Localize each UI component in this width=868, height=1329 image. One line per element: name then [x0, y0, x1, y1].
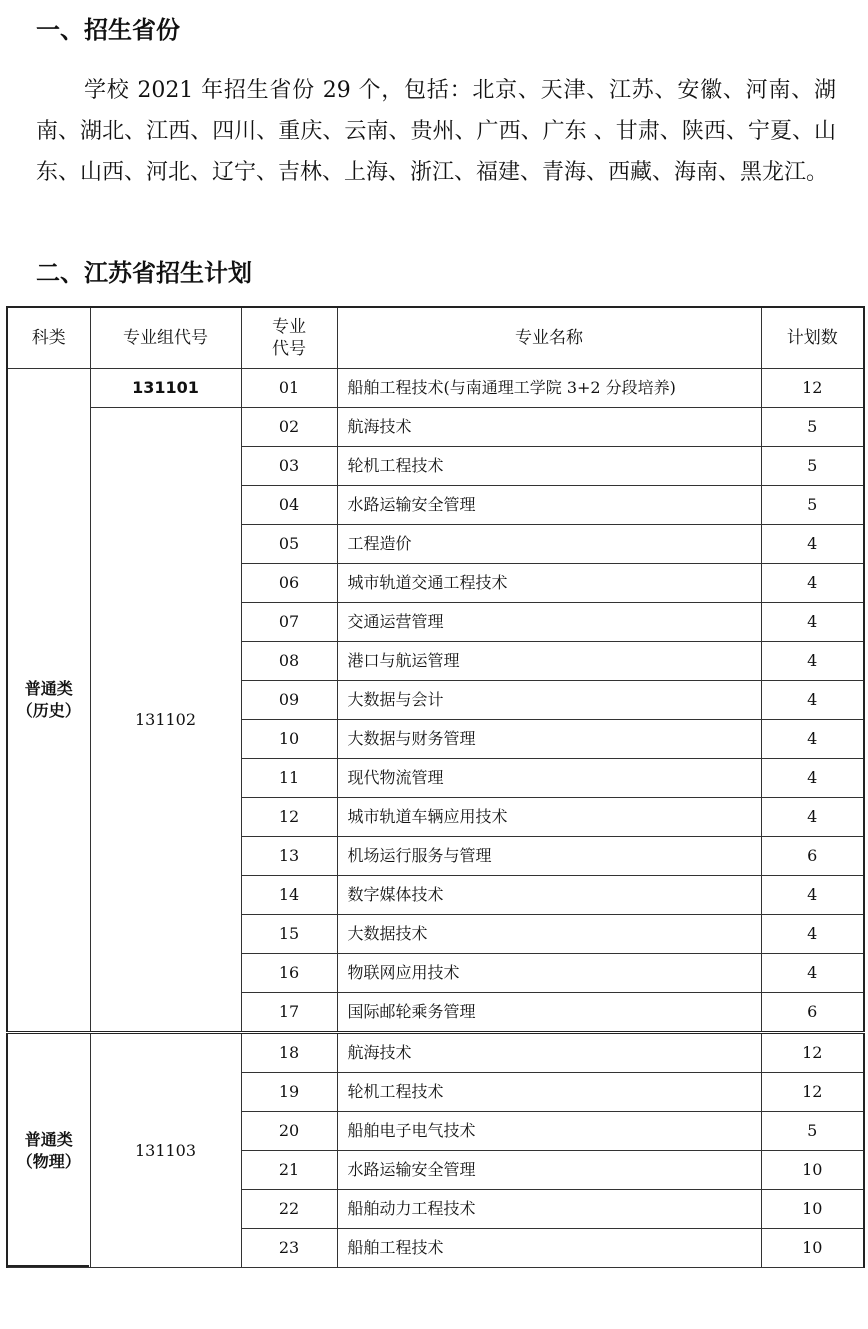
- plan-count-cell: 4: [761, 759, 864, 798]
- plan-count-cell: 10: [761, 1151, 864, 1190]
- plan-count-cell: 5: [761, 447, 864, 486]
- major-name-cell: 轮机工程技术: [337, 447, 761, 486]
- major-name-cell: 国际邮轮乘务管理: [337, 993, 761, 1033]
- major-code-cell: 09: [241, 681, 337, 720]
- major-name-cell: 大数据与财务管理: [337, 720, 761, 759]
- major-code-cell: 08: [241, 642, 337, 681]
- major-code-cell: 14: [241, 876, 337, 915]
- major-name-cell: 港口与航运管理: [337, 642, 761, 681]
- plan-count-cell: 4: [761, 876, 864, 915]
- group-code-cell: 131103: [90, 1033, 241, 1268]
- plan-count-cell: 4: [761, 564, 864, 603]
- major-name-cell: 城市轨道车辆应用技术: [337, 798, 761, 837]
- major-name-cell: 大数据技术: [337, 915, 761, 954]
- major-code-cell: 11: [241, 759, 337, 798]
- major-code-cell: 10: [241, 720, 337, 759]
- plan-count-cell: 12: [761, 1033, 864, 1073]
- header-group-code: 专业组代号: [90, 307, 241, 369]
- major-code-cell: 04: [241, 486, 337, 525]
- category-cell: 普通类（物理）: [7, 1033, 90, 1268]
- plan-count-cell: 10: [761, 1229, 864, 1268]
- major-code-cell: 02: [241, 408, 337, 447]
- plan-count-cell: 12: [761, 369, 864, 408]
- major-name-cell: 航海技术: [337, 1033, 761, 1073]
- plan-count-cell: 6: [761, 837, 864, 876]
- table-bottom-mark: [6, 1265, 89, 1267]
- major-name-cell: 机场运行服务与管理: [337, 837, 761, 876]
- table-header-row: [7, 307, 864, 369]
- plan-count-cell: 5: [761, 486, 864, 525]
- plan-count-cell: 4: [761, 681, 864, 720]
- major-name-cell: 水路运输安全管理: [337, 486, 761, 525]
- major-code-cell: 21: [241, 1151, 337, 1190]
- major-name-cell: 船舶电子电气技术: [337, 1112, 761, 1151]
- major-code-cell: 07: [241, 603, 337, 642]
- category-cell: 普通类（历史）: [7, 369, 90, 1033]
- plan-count-cell: 4: [761, 798, 864, 837]
- major-name-cell: 船舶动力工程技术: [337, 1190, 761, 1229]
- plan-count-cell: 4: [761, 642, 864, 681]
- major-name-cell: 水路运输安全管理: [337, 1151, 761, 1190]
- plan-count-cell: 10: [761, 1190, 864, 1229]
- plan-count-cell: 5: [761, 1112, 864, 1151]
- major-code-cell: 03: [241, 447, 337, 486]
- header-major-name: 专业名称: [337, 307, 761, 369]
- major-name-cell: 物联网应用技术: [337, 954, 761, 993]
- plan-count-cell: 4: [761, 525, 864, 564]
- major-code-cell: 18: [241, 1033, 337, 1073]
- group-code-cell: 131102: [90, 408, 241, 1033]
- major-name-cell: 交通运营管理: [337, 603, 761, 642]
- major-name-cell: 船舶工程技术(与南通理工学院 3+2 分段培养): [337, 369, 761, 408]
- plan-count-cell: 4: [761, 915, 864, 954]
- major-code-cell: 22: [241, 1190, 337, 1229]
- table-row: [7, 408, 864, 447]
- plan-count-cell: 5: [761, 408, 864, 447]
- major-name-cell: 船舶工程技术: [337, 1229, 761, 1268]
- major-code-cell: 20: [241, 1112, 337, 1151]
- major-name-cell: 数字媒体技术: [337, 876, 761, 915]
- section-heading-jiangsu-plan: 二、江苏省招生计划: [36, 259, 252, 287]
- plan-count-cell: 6: [761, 993, 864, 1033]
- plan-count-cell: 4: [761, 720, 864, 759]
- header-category: 科类: [7, 307, 90, 369]
- major-code-cell: 06: [241, 564, 337, 603]
- section-heading-provinces: 一、招生省份: [36, 16, 180, 44]
- major-name-cell: 轮机工程技术: [337, 1073, 761, 1112]
- major-code-cell: 13: [241, 837, 337, 876]
- group-code-cell: 131101: [90, 369, 241, 408]
- table-row: [7, 369, 864, 408]
- major-code-cell: 17: [241, 993, 337, 1033]
- major-code-cell: 05: [241, 525, 337, 564]
- major-name-cell: 城市轨道交通工程技术: [337, 564, 761, 603]
- major-name-cell: 现代物流管理: [337, 759, 761, 798]
- major-code-cell: 23: [241, 1229, 337, 1268]
- table-row: [7, 1033, 864, 1073]
- major-name-cell: 工程造价: [337, 525, 761, 564]
- major-code-cell: 16: [241, 954, 337, 993]
- plan-count-cell: 12: [761, 1073, 864, 1112]
- plan-count-cell: 4: [761, 603, 864, 642]
- major-code-cell: 15: [241, 915, 337, 954]
- enrollment-plan-table: [6, 306, 865, 1268]
- provinces-paragraph: 学校 2021 年招生省份 29 个，包括：北京、天津、江苏、安徽、河南、湖南、湖北、江西、四川、重庆、云南、贵州、广西、广东 、甘肃、陕西、宁夏、山东、山西、河北、辽宁、吉林、上海、浙江、福建、青海、西藏、海南、黑龙江。: [36, 78, 836, 185]
- header-major-code: 专业代号: [241, 307, 337, 369]
- plan-count-cell: 4: [761, 954, 864, 993]
- major-name-cell: 航海技术: [337, 408, 761, 447]
- major-code-cell: 01: [241, 369, 337, 408]
- major-code-cell: 19: [241, 1073, 337, 1112]
- header-plan: 计划数: [761, 307, 864, 369]
- major-name-cell: 大数据与会计: [337, 681, 761, 720]
- major-code-cell: 12: [241, 798, 337, 837]
